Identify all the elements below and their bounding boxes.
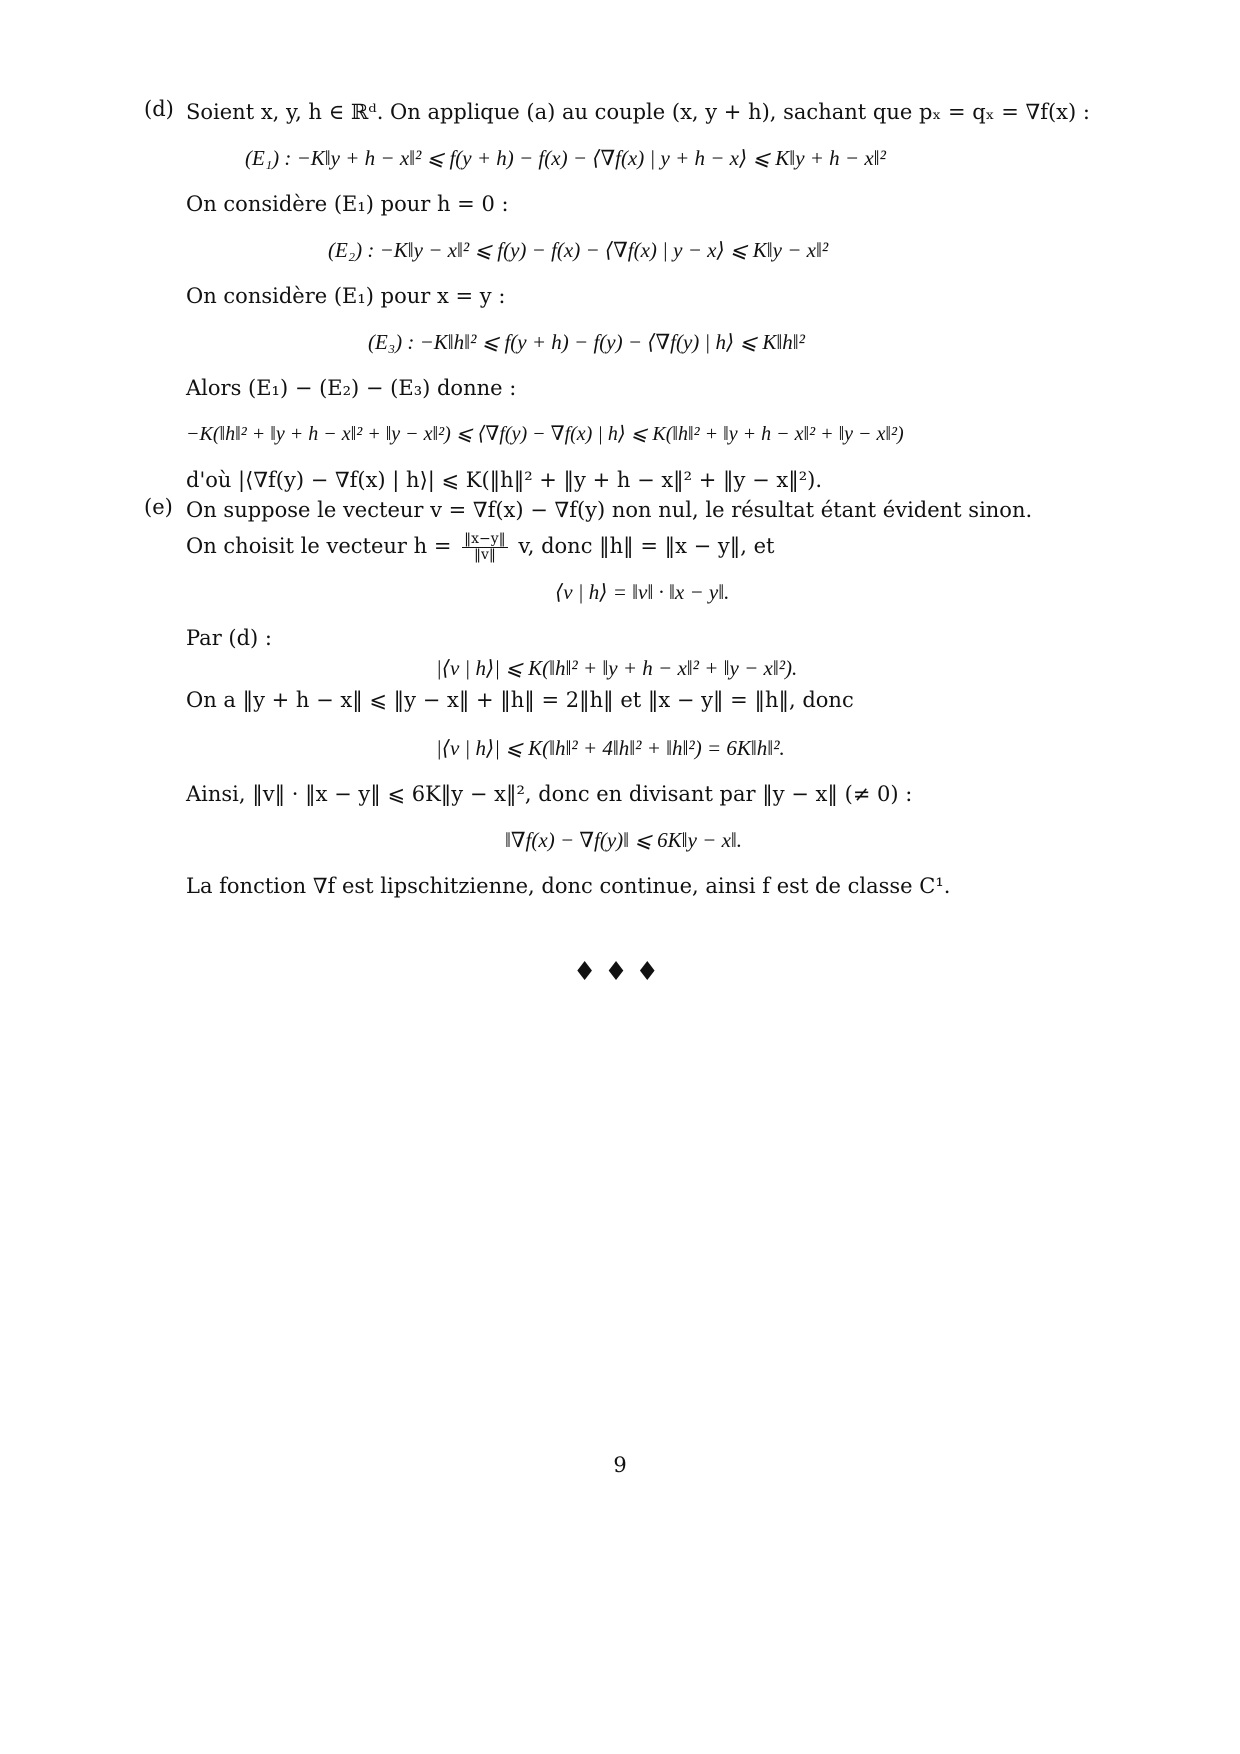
fraction-numerator: ‖x−y‖	[464, 531, 506, 547]
item-label-e: (e)	[144, 495, 173, 519]
text-par-d: Par (d) :	[186, 626, 272, 650]
item-label-d: (d)	[144, 97, 174, 121]
text-h-zero: On considère (E₁) pour h = 0 :	[186, 192, 509, 216]
equation-E3: (E₃) : −K‖h‖² ⩽ f(y + h) − f(y) − ⟨∇f(y) | h⟩ ⩽ K‖h‖²	[368, 330, 805, 354]
choice-prefix: On choisit le vecteur h =	[186, 534, 452, 558]
page-number: 9	[613, 1453, 627, 1477]
text-on-a: On a ‖y + h − x‖ ⩽ ‖y − x‖ + ‖h‖ = 2‖h‖ et ‖x − y‖ = ‖h‖, donc	[186, 688, 854, 712]
text-ainsi: Ainsi, ‖v‖ · ‖x − y‖ ⩽ 6K‖y − x‖², donc en divisant par ‖y − x‖ (≠ 0) :	[186, 782, 913, 806]
item-e-intro: On suppose le vecteur v = ∇f(x) − ∇f(y) non nul, le résultat étant évident sinon.	[186, 498, 1033, 522]
equation-lipschitz: ‖∇f(x) − ∇f(y)‖ ⩽ 6K‖y − x‖.	[505, 828, 743, 852]
equation-E2: (E₂) : −K‖y − x‖² ⩽ f(y) − f(x) − ⟨∇f(x) | y − x⟩ ⩽ K‖y − x‖²	[328, 238, 829, 262]
text-dou: d'où |⟨∇f(y) − ∇f(x) | h⟩| ⩽ K(‖h‖² + ‖y + h − x‖² + ‖y − x‖²).	[186, 468, 822, 492]
section-ornament: ♦♦♦	[573, 957, 667, 987]
equation-vh: ⟨v | h⟩ = ‖v‖ · ‖x − y‖.	[555, 580, 730, 604]
equation-E1: (E₁) : −K‖y + h − x‖² ⩽ f(y + h) − f(x) − ⟨∇f(x) | y + h − x⟩ ⩽ K‖y + h − x‖²	[245, 146, 886, 170]
equation-combined: −K(‖h‖² + ‖y + h − x‖² + ‖y − x‖²) ⩽ ⟨∇f(y) − ∇f(x) | h⟩ ⩽ K(‖h‖² + ‖y + h − x‖² + ‖y − x‖²)	[186, 423, 904, 445]
text-x-equals-y: On considère (E₁) pour x = y :	[186, 284, 506, 308]
fraction-denominator: ‖v‖	[473, 547, 496, 563]
equation-bound2: |⟨v | h⟩| ⩽ K(‖h‖² + 4‖h‖² + ‖h‖²) = 6K‖h‖².	[436, 736, 785, 760]
text-conclusion: La fonction ∇f est lipschitzienne, donc continue, ainsi f est de classe C¹.	[186, 874, 951, 898]
choice-suffix: v, donc ‖h‖ = ‖x − y‖, et	[518, 534, 775, 558]
equation-bound1: |⟨v | h⟩| ⩽ K(‖h‖² + ‖y + h − x‖² + ‖y − x‖²).	[436, 656, 798, 680]
fraction	[462, 532, 508, 563]
text-choice	[186, 531, 775, 563]
item-d-intro: Soient x, y, h ∈ ℝᵈ. On applique (a) au couple (x, y + h), sachant que pₓ = qₓ = ∇f(x) :	[186, 100, 1090, 124]
text-alors: Alors (E₁) − (E₂) − (E₃) donne :	[186, 376, 517, 400]
